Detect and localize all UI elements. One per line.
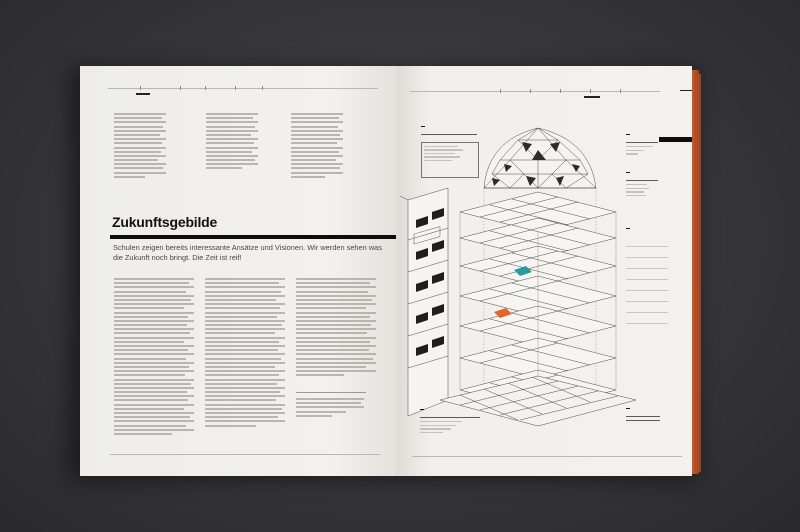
side-list-item — [626, 280, 668, 291]
building-facade — [400, 188, 448, 416]
text-column-1-top — [114, 113, 166, 203]
image-caption — [296, 398, 368, 428]
left-active-tab-marker — [136, 93, 150, 95]
label-right-top — [626, 134, 630, 135]
caption-rule — [296, 392, 366, 393]
ruler-tick — [530, 89, 531, 93]
side-list-item — [626, 313, 668, 324]
side-list-item — [626, 302, 668, 313]
label-bottom-left — [420, 409, 424, 410]
side-list-item — [626, 247, 668, 258]
side-list-item — [626, 291, 668, 302]
info-box-bottom-left — [420, 421, 472, 435]
left-header-ruler — [108, 88, 378, 89]
body-column-3 — [296, 278, 376, 378]
ruler-tick — [620, 89, 621, 93]
side-list-item — [626, 258, 668, 269]
right-margin-black-bar — [659, 137, 692, 142]
info-right-top — [626, 146, 656, 157]
side-list-item — [626, 236, 668, 247]
ruler-tick — [205, 86, 206, 90]
side-list-item — [626, 269, 668, 280]
info-right-mid — [626, 184, 656, 198]
callout-line — [421, 134, 477, 135]
body-column-2 — [205, 278, 285, 438]
headline-bar — [110, 235, 396, 239]
callout-line — [420, 417, 480, 418]
callout-line — [626, 416, 660, 417]
ruler-tick — [500, 89, 501, 93]
label-right-list-heading — [626, 228, 630, 229]
ruler-tick — [235, 86, 236, 90]
article-headline: Zukunftsgebilde — [112, 214, 218, 230]
left-footer-ruler — [110, 454, 380, 455]
ruler-tick — [560, 89, 561, 93]
text-column-2-top — [206, 113, 258, 203]
side-list — [626, 236, 668, 324]
label-top-left — [421, 126, 425, 127]
label-right-bottom — [626, 408, 630, 409]
ruler-tick — [180, 86, 181, 90]
ruler-tick — [262, 86, 263, 90]
right-header-ruler — [410, 91, 660, 92]
callout-line — [626, 420, 660, 421]
right-footer-ruler — [412, 456, 682, 457]
article-subhead: Schulen zeigen bereits interessante Ansätze und Visionen. Wir werden sehen was die Zukunft noch bringt. Die Zeit ist reif! — [113, 243, 382, 262]
right-corner-marker — [680, 90, 692, 91]
body-column-1 — [114, 278, 194, 444]
ground-plate — [440, 376, 636, 426]
magazine-cover-edge-inner — [696, 74, 701, 472]
label-right-mid — [626, 172, 630, 173]
ruler-tick — [140, 86, 141, 90]
info-box-top-left — [421, 142, 479, 178]
callout-line — [626, 142, 658, 143]
right-active-tab-marker — [584, 96, 600, 98]
text-column-3-top — [291, 113, 343, 203]
ruler-tick — [590, 89, 591, 93]
callout-line — [626, 180, 658, 181]
